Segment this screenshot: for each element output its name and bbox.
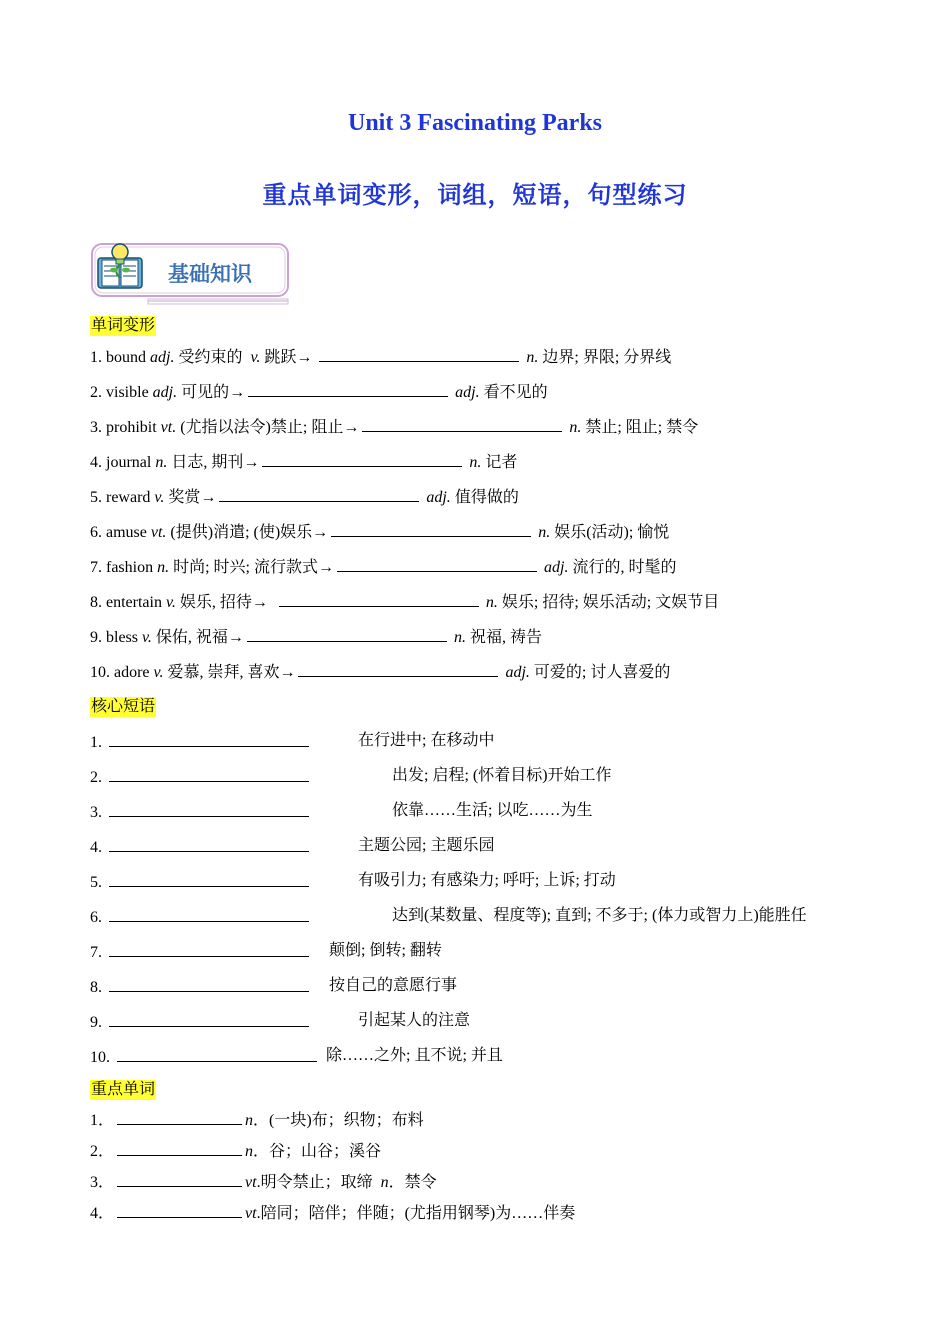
key-word-item: 4． vt.陪同；陪伴；伴随；(尤指用钢琴)为……伴奏 <box>90 1202 575 1224</box>
answer-blank[interactable] <box>109 766 309 782</box>
phrase-meaning: 达到(某数量、程度等); 直到; 不多于; (体力或智力上)能胜任 <box>392 907 807 924</box>
answer-blank[interactable] <box>262 451 462 467</box>
phrase-item: 8. <box>90 976 312 998</box>
answer-blank[interactable] <box>117 1046 317 1062</box>
section-word-forms: 单词变形 <box>91 317 156 334</box>
phrase-meaning: 颠倒; 倒转; 翻转 <box>329 942 442 959</box>
word-form-item: 1. bound adj. 受约束的 v. 跳跃→ n. 边界; 界限; 分界线 <box>90 346 671 368</box>
phrase-item: 4. <box>90 836 312 858</box>
document-title: Unit 3 Fascinating Parks <box>347 110 602 136</box>
section-key-words: 重点单词 <box>91 1081 156 1098</box>
word-form-item: 10. adore v. 爱慕, 崇拜, 喜欢→ adj. 可爱的; 讨人喜爱的 <box>90 661 670 683</box>
phrase-item: 10. <box>90 1046 320 1068</box>
phrase-item: 2. <box>90 766 312 788</box>
word-form-item: 2. visible adj. 可见的→ adj. 看不见的 <box>90 381 548 403</box>
banner-label: 基础知识 <box>168 262 252 286</box>
phrase-item: 6. <box>90 906 312 928</box>
phrase-item: 3. <box>90 801 312 823</box>
key-word-item: 2． n．谷；山谷；溪谷 <box>90 1140 381 1162</box>
answer-blank[interactable] <box>117 1140 242 1156</box>
answer-blank[interactable] <box>117 1109 242 1125</box>
answer-blank[interactable] <box>279 591 479 607</box>
word-form-item: 4. journal n. 日志, 期刊→ n. 记者 <box>90 451 517 473</box>
phrase-meaning: 按自己的意愿行事 <box>329 977 458 994</box>
key-word-item: 3． vt.明令禁止；取缔 n．禁令 <box>90 1171 437 1193</box>
phrase-meaning: 引起某人的注意 <box>358 1012 471 1029</box>
phrase-item: 7. <box>90 941 312 963</box>
answer-blank[interactable] <box>331 521 531 537</box>
phrase-meaning: 在行进中; 在移动中 <box>358 732 495 749</box>
word-form-item: 7. fashion n. 时尚; 时兴; 流行款式→ adj. 流行的, 时髦的 <box>90 556 676 578</box>
phrase-item: 9. <box>90 1011 312 1033</box>
answer-blank[interactable] <box>298 661 498 677</box>
document-subtitle: 重点单词变形，词组，短语，句型练习 <box>262 183 688 209</box>
answer-blank[interactable] <box>109 801 309 817</box>
phrase-meaning: 依靠……生活; 以吃……为生 <box>392 802 593 819</box>
answer-blank[interactable] <box>362 416 562 432</box>
answer-blank[interactable] <box>219 486 419 502</box>
phrase-meaning: 有吸引力; 有感染力; 呼吁; 上诉; 打动 <box>358 872 616 889</box>
answer-blank[interactable] <box>248 381 448 397</box>
answer-blank[interactable] <box>109 731 309 747</box>
answer-blank[interactable] <box>109 976 309 992</box>
basic-knowledge-banner <box>90 238 295 310</box>
answer-blank[interactable] <box>109 836 309 852</box>
word-form-item: 3. prohibit vt. (尤指以法令)禁止; 阻止→ n. 禁止; 阻止; 禁令 <box>90 416 698 438</box>
word-form-item: 6. amuse vt. (提供)消遣; (使)娱乐→ n. 娱乐(活动); 愉悦 <box>90 521 669 543</box>
word-form-item: 8. entertain v. 娱乐, 招待→ n. 娱乐; 招待; 娱乐活动; 文娱节目 <box>90 591 719 613</box>
answer-blank[interactable] <box>109 906 309 922</box>
phrase-item: 1. <box>90 731 312 753</box>
answer-blank[interactable] <box>247 626 447 642</box>
answer-blank[interactable] <box>117 1202 242 1218</box>
answer-blank[interactable] <box>109 941 309 957</box>
answer-blank[interactable] <box>337 556 537 572</box>
answer-blank[interactable] <box>117 1171 242 1187</box>
answer-blank[interactable] <box>109 871 309 887</box>
word-form-item: 5. reward v. 奖赏→ adj. 值得做的 <box>90 486 519 508</box>
answer-blank[interactable] <box>109 1011 309 1027</box>
phrase-item: 5. <box>90 871 312 893</box>
answer-blank[interactable] <box>319 346 519 362</box>
phrase-meaning: 除……之外; 且不说; 并且 <box>326 1047 503 1064</box>
phrase-meaning: 主题公园; 主题乐园 <box>358 837 495 854</box>
key-word-item: 1． n．(一块)布；织物；布料 <box>90 1109 424 1131</box>
section-phrases: 核心短语 <box>91 698 156 715</box>
phrase-meaning: 出发; 启程; (怀着目标)开始工作 <box>392 767 612 784</box>
word-form-item: 9. bless v. 保佑, 祝福→ n. 祝福, 祷告 <box>90 626 542 648</box>
